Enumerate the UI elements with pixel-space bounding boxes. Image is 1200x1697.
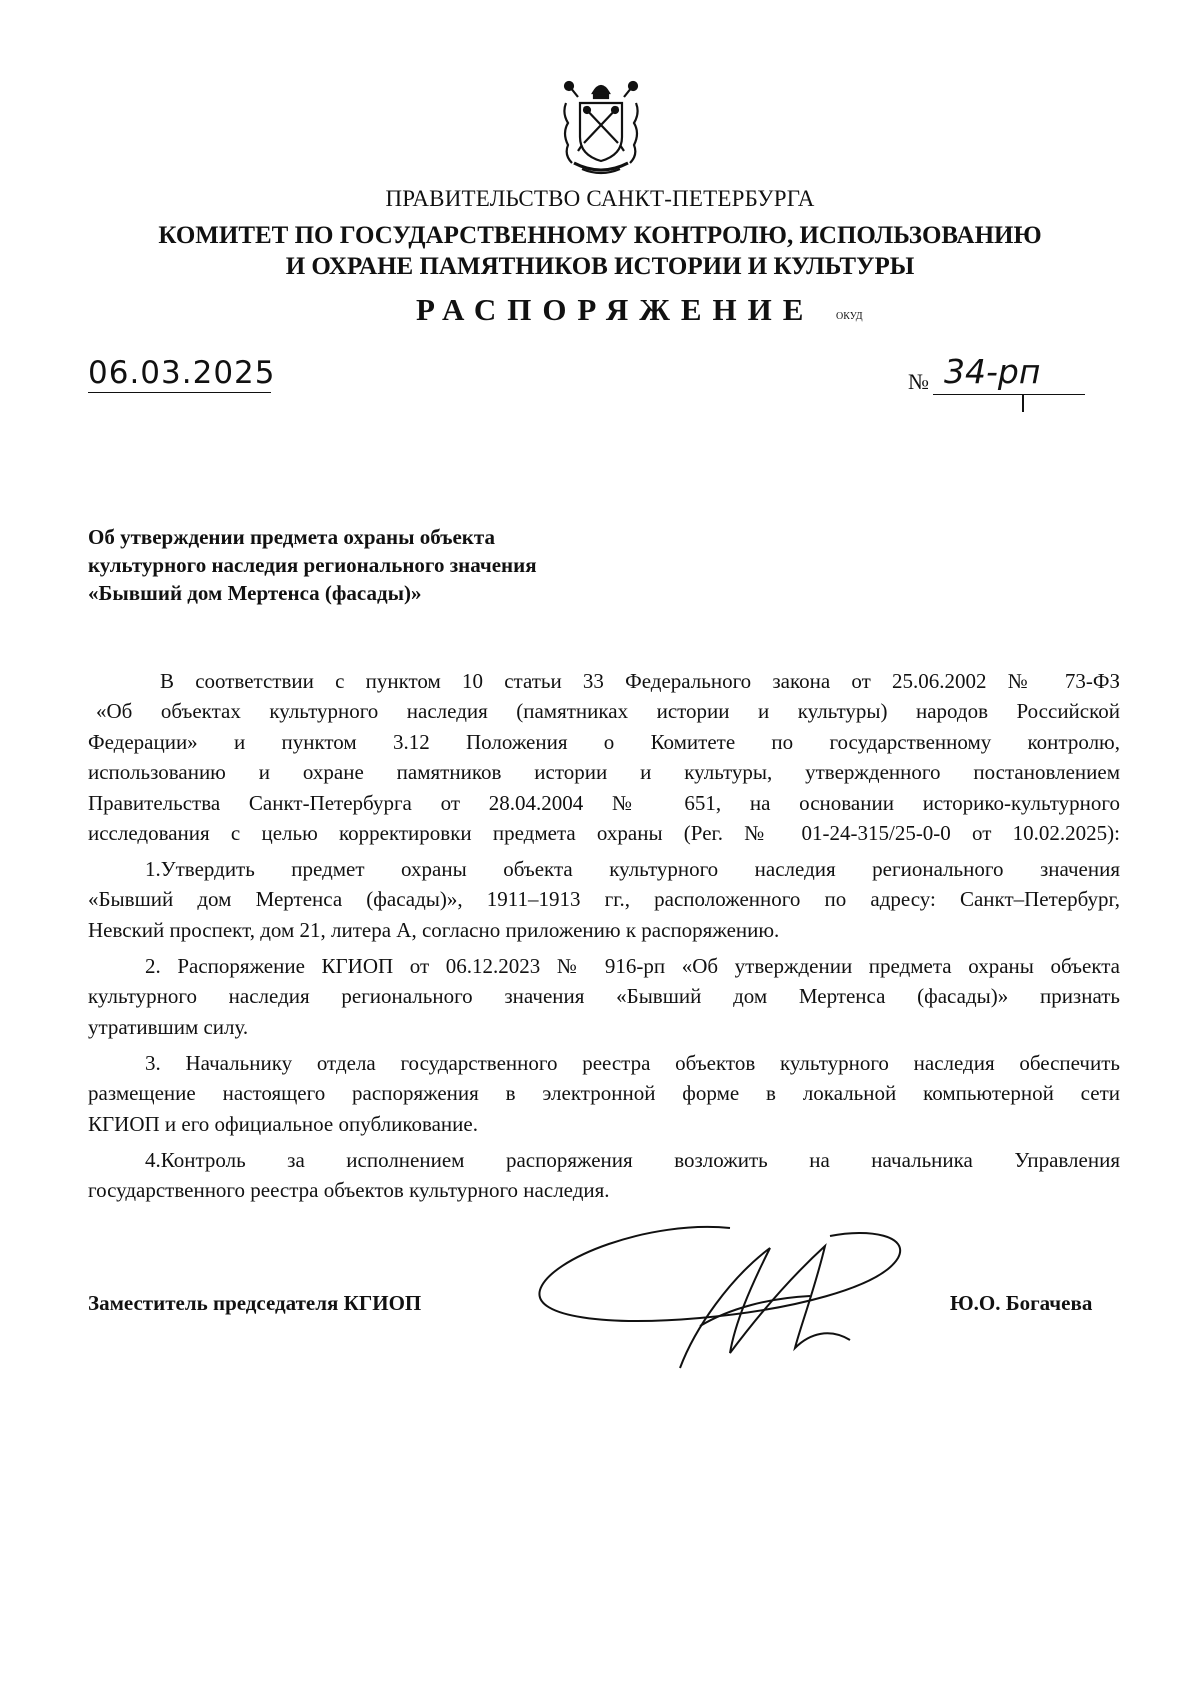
government-name: ПРАВИТЕЛЬСТВО САНКТ-ПЕТЕРБУРГА [385,186,815,211]
committee-name-line-2: И ОХРАНЕ ПАМЯТНИКОВ ИСТОРИИ И КУЛЬТУРЫ [285,253,915,280]
item-line: размещение настоящего распоряжения в электронной форме в локальной компьютерной сети [88,1081,1120,1105]
number-label: № [908,369,929,394]
subject-line: Об утверждении предмета охраны объекта [88,525,495,549]
subject-line: культурного наследия регионального значения [88,553,537,577]
okud-label: ОКУД [836,311,863,322]
subject-line: «Бывший дом Мертенса (фасады)» [88,581,422,605]
document-type: РАСПОРЯЖЕНИЕ [416,292,815,327]
number-underline [933,394,1085,395]
handwritten-signature-icon [530,1218,910,1373]
item-line: культурного наследия регионального значения «Бывший дом Мертенса (фасады)» признать [88,984,1120,1008]
item-line: 1.Утвердить предмет охраны объекта культурного наследия регионального значения [145,857,1120,881]
preamble-line: «Об объектах культурного наследия (памятниках истории и культуры) народов Российской [96,699,1120,723]
committee-name [0,220,1200,282]
signatory-name: Ю.О. Богачева [950,1291,1093,1315]
signatory-title: Заместитель председателя КГИОП [88,1291,422,1315]
item-line: «Бывший дом Мертенса (фасады)», 1911–1913 гг., расположенного по адресу: Санкт–Петербург, [88,887,1120,911]
item-line: Невский проспект, дом 21, литера А, согласно приложению к распоряжению. [88,918,780,942]
preamble-line: исследования с целью корректировки предмета охраны (Рег. № 01-24-315/25-0-0 от 10.02.2025): [88,821,1120,845]
date-underline [88,392,271,393]
item-line: утратившим силу. [88,1015,249,1039]
item-line: 2. Распоряжение КГИОП от 06.12.2023 № 916-рп «Об утверждении предмета охраны объекта [145,954,1120,978]
document-subject [88,523,537,607]
preamble-line: В соответствии с пунктом 10 статьи 33 Федерального закона от 25.06.2002 № 73-ФЗ [160,669,1120,693]
preamble-line: использованию и охране памятников истории и культуры, утвержденного постановлением [88,760,1120,784]
coat-of-arms-icon [560,75,642,179]
item-line: 4.Контроль за исполнением распоряжения возложить на начальника Управления [145,1148,1120,1172]
item-line: 3. Начальнику отдела государственного реестра объектов культурного наследия обеспечить [145,1051,1120,1075]
preamble-line: Правительства Санкт-Петербурга от 28.04.2004 № 651, на основании историко-культурного [88,791,1120,815]
committee-name-line-1: КОМИТЕТ ПО ГОСУДАРСТВЕННОМУ КОНТРОЛЮ, ИСПОЛЬЗОВАНИЮ [158,222,1042,249]
document-number: 34-рп [944,352,1041,391]
document-date: 06.03.2025 [88,355,276,391]
item-line: КГИОП и его официальное опубликование. [88,1112,478,1136]
number-underline-tick [1022,394,1024,412]
item-line: государственного реестра объектов культурного наследия. [88,1178,610,1202]
preamble-line: Федерации» и пунктом 3.12 Положения о Комитете по государственному контролю, [88,730,1120,754]
